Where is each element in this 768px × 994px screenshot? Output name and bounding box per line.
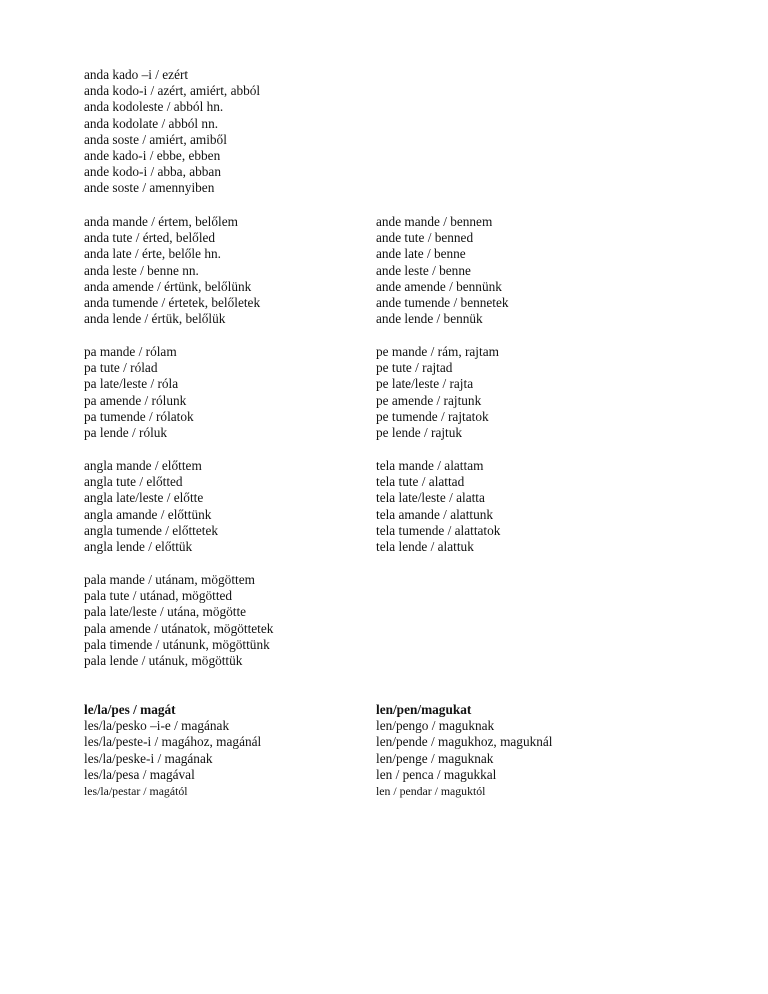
table-row: angla late/leste / előtte tela late/leste / alatta xyxy=(84,490,485,506)
table-row: anda mande / értem, belőlem ande mande / bennem xyxy=(84,214,493,229)
table-row: les/la/pesko –i-e / magának len/pengo / maguknak xyxy=(84,718,495,734)
list-item: pala timende / utánunk, mögöttünk xyxy=(84,636,270,652)
list-item: anda kodolate / abból nn. xyxy=(84,115,219,131)
list-item: ande soste / amennyiben xyxy=(84,180,215,196)
table-row: les/la/peske-i / magának len/penge / maguknak xyxy=(84,750,494,766)
table-row: anda amende / értünk, belőlünk ande amende / bennünk xyxy=(84,278,502,294)
table-row: pa late/leste / róla pe late/leste / rajta xyxy=(84,376,474,392)
section-heading: le/la/pes / magát xyxy=(84,702,176,717)
list-item: anda soste / amiért, amiből xyxy=(84,131,227,147)
table-row: pa mande / rólam pe mande / rám, rajtam xyxy=(84,344,499,359)
table-row: anda lende / értük, belőlük ande lende / bennük xyxy=(84,311,483,327)
table-row: angla tute / előtted tela tute / alattad xyxy=(84,474,465,490)
table-row: anda late / érte, belőle hn. ande late / benne xyxy=(84,246,466,262)
table-row: pa lende / róluk pe lende / rajtuk xyxy=(84,424,463,440)
list-item: pala mande / utánam, mögöttem xyxy=(84,572,255,587)
anda-ande-section xyxy=(0,214,768,327)
list-item: pala late/leste / utána, mögötte xyxy=(84,604,247,620)
table-row: angla lende / előttük tela lende / alattuk xyxy=(84,538,474,554)
table-row: anda tumende / értetek, belőletek ande tumende / bennetek xyxy=(84,294,509,310)
list-item: anda kodo-i / azért, amiért, abból xyxy=(84,83,261,99)
table-row: anda tute / érted, belőled ande tute / benned xyxy=(84,230,474,246)
list-item: anda kado –i / ezért xyxy=(84,67,189,82)
list-item: anda kodoleste / abból hn. xyxy=(84,99,224,115)
section-heading-row xyxy=(0,702,768,718)
pa-pe-section xyxy=(0,344,768,441)
list-item: pala lende / utánuk, mögöttük xyxy=(84,652,243,668)
table-row: les/la/pestar / magától len / pendar / maguktól xyxy=(84,783,486,798)
table-row: les/la/pesa / magával len / penca / magukkal xyxy=(84,766,497,782)
list-item: pala amende / utánatok, mögöttetek xyxy=(84,620,274,636)
table-row: pa tumende / rólatok pe tumende / rajtatok xyxy=(84,408,489,424)
angla-tela-section xyxy=(0,458,768,555)
intro-block xyxy=(0,67,768,197)
list-item: pala tute / utánad, mögötted xyxy=(84,588,233,604)
list-item: ande kado-i / ebbe, ebben xyxy=(84,147,221,163)
table-row: angla mande / előttem tela mande / alattam xyxy=(84,458,484,473)
table-row: pa tute / rólad pe tute / rajtad xyxy=(84,360,453,376)
list-item: ande kodo-i / abba, abban xyxy=(84,164,221,180)
pala-section xyxy=(0,572,768,669)
table-row: anda leste / benne nn. ande leste / benne xyxy=(84,262,471,278)
table-row: les/la/peste-i / magához, magánál len/pende / magukhoz, maguknál xyxy=(84,734,553,750)
table-row: angla amande / előttünk tela amande / alattunk xyxy=(84,506,494,522)
reflexive-section xyxy=(0,702,768,799)
section-heading: len/pen/magukat xyxy=(376,702,472,717)
table-row: angla tumende / előttetek tela tumende / alattatok xyxy=(84,522,501,538)
table-row: pa amende / rólunk pe amende / rajtunk xyxy=(84,392,482,408)
